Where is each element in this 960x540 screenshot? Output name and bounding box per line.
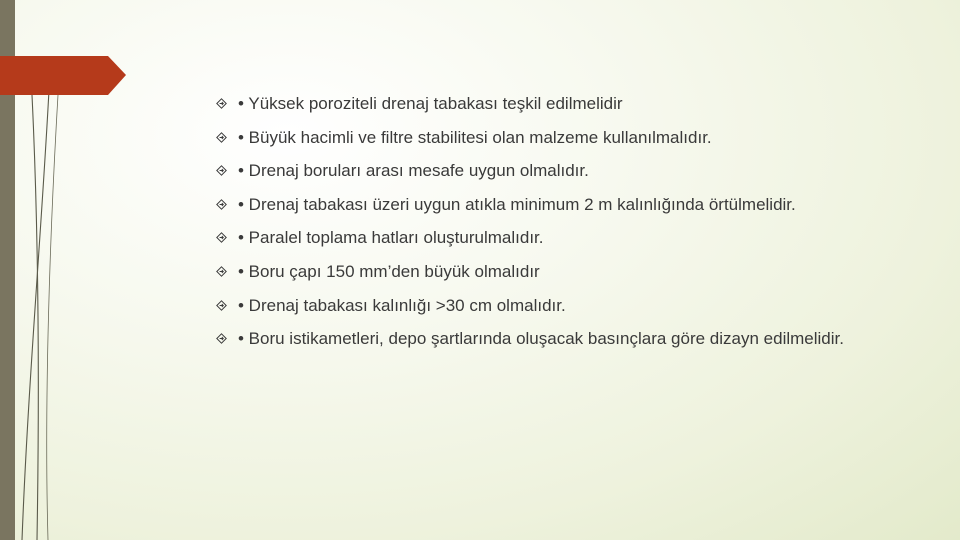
list-item [216,226,916,249]
list-item [216,260,916,283]
diamond-arrow-icon [216,232,227,243]
list-item-text: • Boru istikametleri, depo şartlarında oluşacak basınçlara göre dizayn edilmelidir. [238,329,844,349]
list-item-text: • Yüksek poroziteli drenaj tabakası teşkil edilmelidir [238,94,623,113]
diamond-arrow-icon [216,266,227,277]
accent-banner [0,56,126,95]
list-item-text: • Drenaj tabakası kalınlığı >30 cm olmalıdır. [238,295,566,315]
left-sidebar-bar [0,0,15,540]
diamond-arrow-icon [216,165,227,176]
bullet-list [216,92,916,361]
diamond-arrow-icon [216,333,227,344]
list-item [216,92,916,115]
decorative-curve-1 [32,95,38,540]
diamond-arrow-icon [216,132,227,143]
list-item [216,159,916,182]
diamond-arrow-icon [216,199,227,210]
list-item [216,193,916,216]
list-item-text: • Büyük hacimli ve filtre stabilitesi olan malzeme kullanılmalıdır. [238,127,712,147]
diamond-arrow-icon [216,98,227,109]
decorative-curve-3 [47,95,58,540]
list-item-text: • Drenaj boruları arası mesafe uygun olmalıdır. [238,161,589,181]
list-item-text: • Paralel toplama hatları oluşturulmalıdır. [238,228,544,248]
list-item-text: • Drenaj tabakası üzeri uygun atıkla minimum 2 m kalınlığında örtülmelidir. [238,194,796,214]
list-item [216,126,916,149]
diamond-arrow-icon [216,300,227,311]
list-item [216,327,916,350]
list-item [216,294,916,317]
list-item-text: • Boru çapı 150 mm’den büyük olmalıdır [238,261,540,281]
decorative-curve-2 [22,70,50,540]
